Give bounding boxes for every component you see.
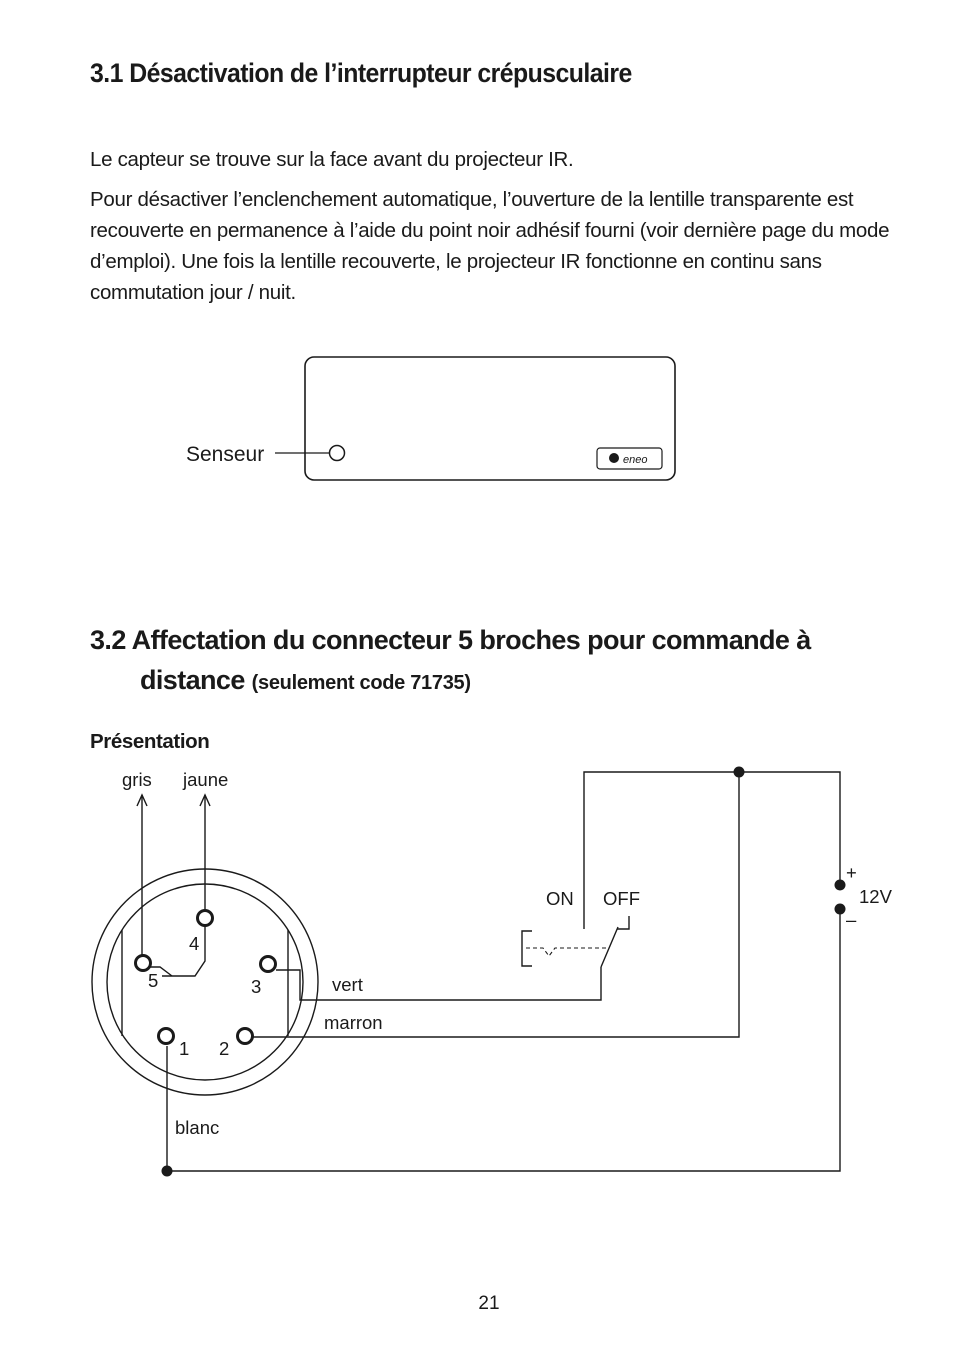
label-blanc: blanc — [175, 1117, 220, 1138]
switch-blade — [601, 927, 618, 967]
supply-terminal-minus — [835, 904, 846, 915]
section-title-3-2 — [90, 620, 811, 703]
projector-front-panel — [305, 357, 675, 480]
label-jaune: jaune — [183, 769, 229, 790]
pin-label-4: 4 — [189, 933, 200, 954]
sensor-icon — [330, 446, 345, 461]
paragraph-deactivation-instructions: Pour désactiver l’enclenchement automatique, l’ouverture de la lentille transparente est recouverte en permanence à l’aide du point noir adhésif fourni (voir dernière page du mode d’emploi). Une fois la lentille recouverte, le projecteur IR fonctionne en continu sans commutation jour / nuit. — [90, 188, 890, 304]
pin-5 — [136, 956, 151, 971]
label-gris: gris — [122, 769, 152, 790]
minus-sign: – — [846, 909, 857, 930]
pin-1 — [159, 1029, 174, 1044]
pin-label-2: 2 — [219, 1038, 230, 1059]
page-number: 21 — [478, 1293, 500, 1314]
switch-off-contact — [617, 916, 629, 929]
subtitle-presentation: Présentation — [90, 730, 210, 753]
sensor-label: Senseur — [186, 443, 265, 466]
wiring-diagram — [0, 740, 954, 1200]
pin-label-3: 3 — [251, 976, 262, 997]
logo-mark-icon — [609, 453, 619, 463]
logo-text: eneo — [623, 454, 648, 466]
section-title-3-1: 3.1 Désactivation de l’interrupteur crépusculaire — [90, 58, 632, 88]
title-line-2: distance — [140, 665, 245, 695]
junction-dot-bottom — [162, 1166, 173, 1177]
wire-green — [276, 967, 601, 1000]
label-marron: marron — [324, 1012, 383, 1033]
supply-terminal-plus — [835, 880, 846, 891]
wire-brown — [252, 772, 739, 1037]
plus-sign: + — [846, 862, 857, 883]
pin-label-5: 5 — [148, 970, 159, 991]
junction-dot-top — [734, 767, 745, 778]
switch-label-off: OFF — [603, 888, 640, 909]
label-vert: vert — [332, 974, 363, 995]
switch-mechanism-dashed — [526, 948, 606, 956]
title-line-1: 3.2 Affectation du connecteur 5 broches pour commande à — [90, 625, 811, 655]
title-note: (seulement code 71735) — [251, 672, 471, 694]
paragraph-sensor-location: Le capteur se trouve sur la face avant du projecteur IR. — [90, 148, 574, 171]
switch-label-on: ON — [546, 888, 574, 909]
sensor-figure — [0, 0, 954, 520]
pin-label-1: 1 — [179, 1038, 190, 1059]
pin-2 — [238, 1029, 253, 1044]
eneo-logo — [597, 448, 662, 469]
pin-3 — [261, 957, 276, 972]
supply-voltage-label: 12V — [859, 886, 892, 907]
pin-4 — [198, 911, 213, 926]
